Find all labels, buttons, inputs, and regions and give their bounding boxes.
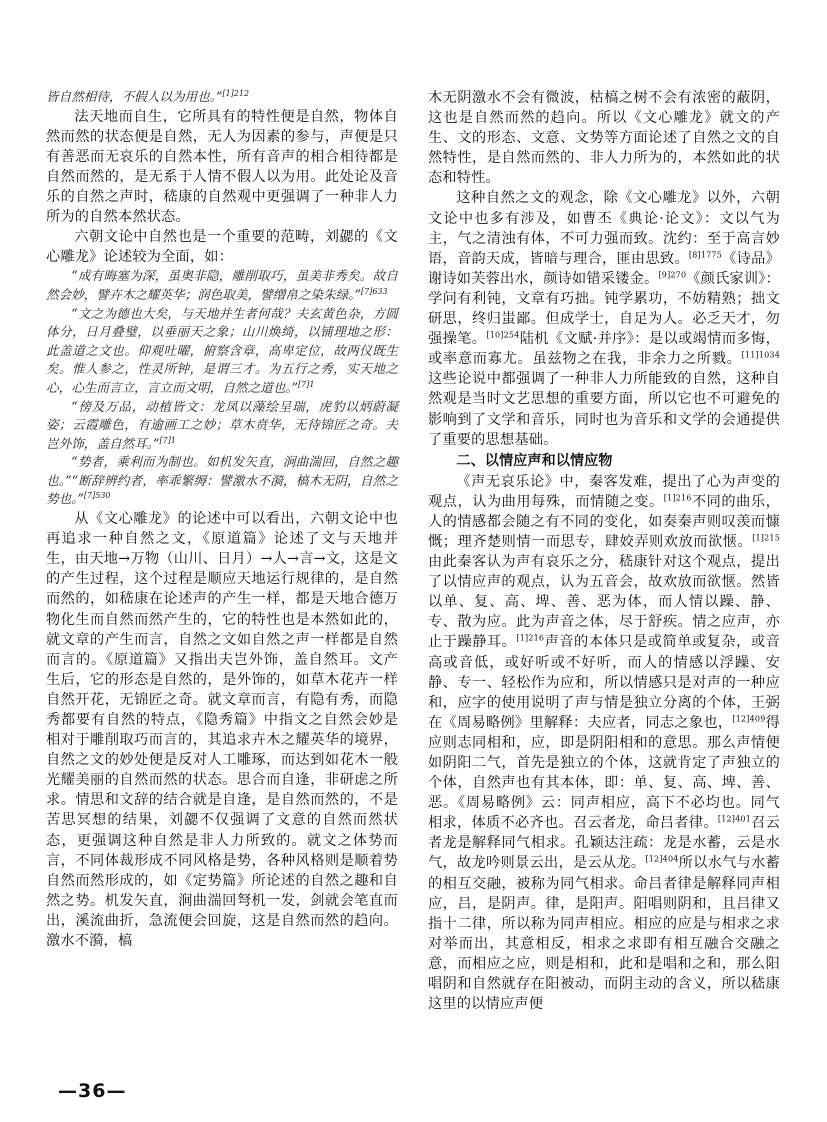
body-paragraph: 《声无哀乐论》中，秦客发难，提出了心为声变的观点，认为曲用每殊，而情随之变。$^{[1]216}$不同的曲乐，人的情感都会随之有不同的变化，如奏秦声则叹羡而慷慨；理齐楚则情一而思专，肆姣弄则欢放而欲惬。$^{[1]215}$由此秦客认为声有哀乐之分，嵇康针对这个观点，提出了以情应声的观点，认为五音会，故欢放而欲惬。然皆以单、复、高、埤、善、恶为体，而人情以躁、静、专、散为应。此为声音之体，尽于舒疾。情之应声，亦止于躁静耳。$^{[1]216}$声音的本体只是或简单或复杂，或音高或音低，或好听或不好听，而人的情感以浮躁、安静、专一、轻松作为应和，所以情感只是对声的一种应和，应字的使用说明了声与情是独立分离的个体，王弼在《周易略例》里解释：夫应者，同志之象也，$^{[12]409}$得应则志同相和，应，即是阴阳相和的意思。那么声情便如阴阳二气，首先是独立的个体，这就肯定了声独立的个体，自然声也有其本体，即：单、复、高、埤、善、恶。《周易略例》云：同声相应，高下不必均也。同气相求，体质不必齐也。召云者龙，命吕者律。$^{[12]401}$召云者龙是解释同气相求。孔颖达注疏：龙是水蓄，云是水气，故龙吟则景云出，是云从龙。$^{[12]404}$所以水气与水蓄的相互交融，被称为同气相求。命吕者律是解释同声相应，吕，是阴声。律，是阳声。阳唱则阴和，且吕律又指十二律，所以称为同声相应。相应的应是与相求之求对举而出，其意相反，相求之求即有相互融合交融之意，而相应之应，则是相和，此和是唱和之和，那么阳唱阴和自然就存在阳被动，而阴主动的含义，所以嵇康这里的以情应声便 — [428, 473, 781, 1013]
quote-fragment: 皆自然相待，不假人以为用也。”$^{[1]212}$ — [46, 88, 250, 104]
body-paragraph: 木无阴激水不会有微波，枯槁之树不会有浓密的蔽阴，这也是自然而然的趋向。所以《文心雕龙》就文的产生、文的形态、文意、文势等方面论述了自然之文的自然特性，是自然而然的、非人力所为的，本然如此的状态和特性。 — [428, 90, 780, 187]
citation: [12]404 — [645, 854, 679, 864]
page-number: —36— — [58, 1080, 127, 1102]
citation: [7]530 — [83, 491, 111, 501]
citation: [8]1775 — [688, 250, 723, 260]
citation: [1]215 — [752, 533, 780, 543]
citation: [12]401 — [717, 814, 751, 824]
body-paragraph: 这种自然之文的观念，除《文心雕龙》以外，六朝文论中也多有涉及，如曹丕《典论·论文》：文以气为主，气之清浊有体，不可力强而致。沈约：至于高言妙语，音韵天成，皆暗与理合，匪由思致。$^{[8]1775}$《诗品》谢诗如芙蓉出水，颜诗如错采镂金。$^{[9]270}$《颜氏家训》：学问有利钝，文章有巧拙。钝学累功，不妨精熟；拙文研思，终归蚩鄙。但成学士，自足为人。必乏天才，勿强操笔。$^{[10]254}$陆机《文赋·并序》：是以或竭情而多悔，或率意而寡尤。虽兹物之在我，非余力之所戮。$^{[11]1034}$这些论说中都强调了一种非人力所能致的自然，这种自然观是当时文艺思想的重要方面，所以它也不可避免的影响到了文学和音乐，同时也为音乐和文学的会通提供了重要的思想基础。 — [428, 190, 780, 448]
left-column — [46, 88, 398, 951]
citation: [1]216 — [516, 633, 545, 643]
citation: [10]254 — [486, 330, 520, 340]
block-quote: “势者，乘利而为制也。如机发矢直，涧曲湍回，自然之趣也。”“断辞辨约者，率乖繁缛：譬激水不漪，槁木无阴，自然之势也。”$^{[7]530}$ — [46, 454, 398, 507]
citation: [11]1034 — [741, 350, 780, 360]
right-column — [428, 88, 780, 1014]
citation: [1]212 — [222, 88, 250, 98]
block-quote: “文之为德也大矣，与天地并生者何哉？夫玄黄色杂，方圆体分，日月叠璧，以垂丽天之象；山川焕绮，以铺理地之形：此盖道之文也。仰观吐曜，俯察含章，高卑定位，故两仪既生矣。惟人参之，性灵所钟，是谓三才。为五行之秀，实天地之心，心生而言立，言立而文明，自然之道也。”$^{[7]1}$ — [46, 305, 398, 395]
block-quote: “成有晦塞为深，虽奥非隐，雕削取巧，虽美非秀矣。故自然会妙，譬卉木之耀英华；润色取美，譬缯帛之染朱绿。”$^{[7]633}$ — [46, 268, 398, 302]
body-paragraph: 从《文心雕龙》的论述中可以看出，六朝文论中也再追求一种自然之文，《原道篇》论述了文与天地并生，由天地→万物（山川、日月）→人→言→文，这是文的产生过程，这个过程是顺应天地运行规律的，是自然而然的，如嵇康在论述声的产生一样，都是天地合德万物化生而自然而然产生的，它的特性也是本然如此的，就文章的产生而言，自然之文如自然之声一样都是自然而言的。《原道篇》又指出夫岂外饰，盖自然耳。文产生后，它的形态是自然的，是外饰的，如草木花卉一样自然开花，无锦匠之奇。就文章而言，有隐有秀，而隐秀都要有自然的特点，《隐秀篇》中指文之自然会妙是相对于雕削取巧而言的，其追求卉木之耀英华的境界，自然之文的妙处便是反对人工雕琢，而达到如花木一般光耀美丽的自然而然的状态。思合而自逢，非研虑之所求。情思和文辞的结合就是自逢，是自然而然的，不是苦思冥想的结果，刘勰不仅强调了文意的自然而然状态，更强调这种自然是非人力所致的。就文之体势而言，不同体裁形成不同风格是势，各种风格则是顺着势自然而然形成的，如《定势篇》所论述的自然之趣和自然之势。机发矢直，涧曲湍回弩机一发，剑就会笔直而出，溪流曲折，急流便会回旋，这是自然而然的趋向。激水不漪，槁 — [46, 511, 398, 950]
citation: [7]1 — [159, 435, 176, 445]
citation: [7]1 — [298, 379, 315, 389]
citation: [1]216 — [663, 493, 692, 503]
section-heading: 二、以情应声和以情应物 — [456, 452, 613, 469]
block-quote: “傍及万品，动植皆文：龙凤以藻绘呈瑞，虎豹以炳蔚凝姿；云霞雕色，有逾画工之妙；草木贲华，无待锦匠之奇。夫岂外饰，盖自然耳。”$^{[7]1}$ — [46, 398, 398, 451]
citation: [12]409 — [732, 714, 766, 724]
body-paragraph: 法天地而自生，它所具有的特性便是自然，物体自然而然的状态便是自然，无人为因素的参与，声便是只有善恶而无哀乐的自然本性，所有音声的相合相待都是自然而然的，是无系于人情不假人以为用。此处论及音乐的自然之声时，嵇康的自然观中更强调了一种非人力所为的自然本然状态。 — [46, 108, 398, 226]
citation: [7]633 — [360, 286, 388, 296]
citation: [9]270 — [658, 270, 687, 280]
body-paragraph: 六朝文论中自然也是一个重要的范畴，刘勰的《文心雕龙》论述较为全面，如： — [46, 229, 398, 266]
